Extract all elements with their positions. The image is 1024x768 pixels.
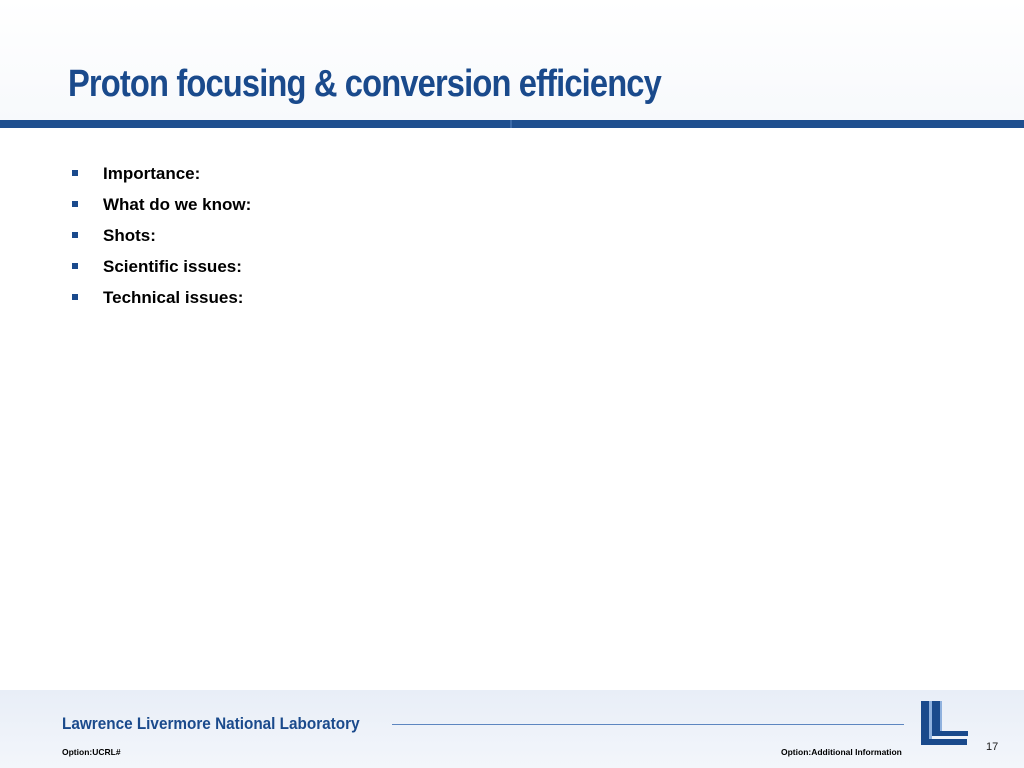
bullet-item-importance (70, 158, 251, 189)
bullet-item-what-do-we-know (70, 189, 251, 220)
square-bullet-icon (72, 170, 78, 176)
lab-name: Lawrence Livermore National Laboratory (62, 714, 360, 733)
square-bullet-icon (72, 201, 78, 207)
divider-notch (510, 120, 512, 128)
bullet-label: Scientific issues: (103, 257, 242, 276)
footer-divider (392, 724, 904, 725)
page-number: 17 (986, 741, 999, 753)
footer-additional-info: Option:Additional Information (781, 747, 902, 757)
bullet-item-scientific-issues (70, 251, 251, 282)
bullet-item-technical-issues (70, 282, 251, 313)
bullet-label: Shots: (103, 226, 156, 245)
square-bullet-icon (72, 263, 78, 269)
bullet-list (70, 158, 251, 313)
bullet-label: Importance: (103, 164, 201, 183)
slide-footer (0, 690, 1024, 768)
square-bullet-icon (72, 294, 78, 300)
llnl-logo-icon (918, 698, 972, 748)
bullet-label: Technical issues: (103, 288, 244, 307)
footer-ucrl-note: Option:UCRL# (62, 747, 121, 757)
bullet-item-shots (70, 220, 251, 251)
bullet-label: What do we know: (103, 195, 252, 214)
square-bullet-icon (72, 232, 78, 238)
slide-title: Proton focusing & conversion efficiency (68, 63, 661, 105)
title-divider (0, 120, 1024, 128)
